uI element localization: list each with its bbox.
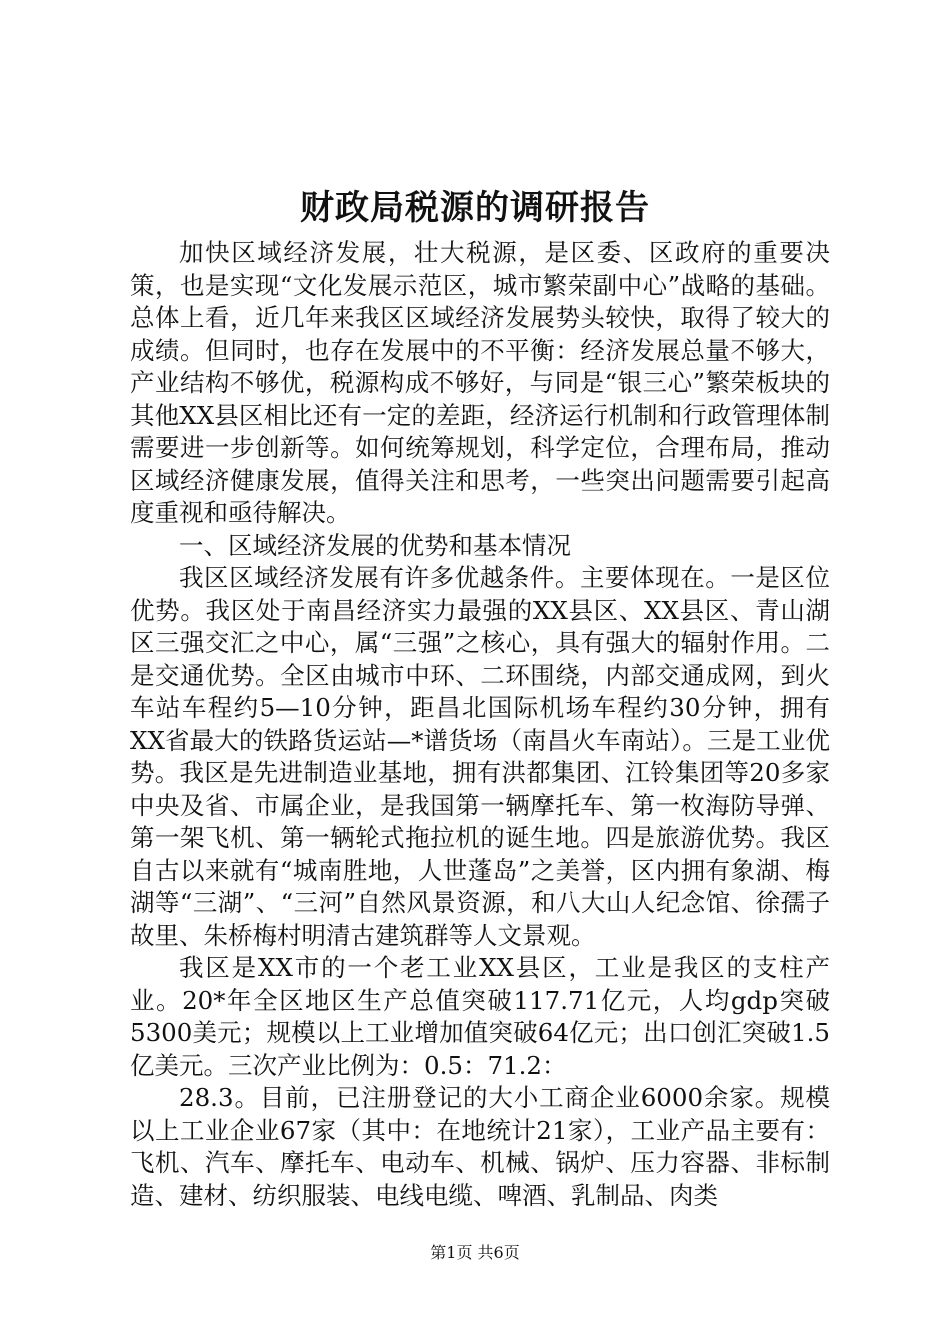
document-body bbox=[130, 237, 830, 1212]
document-title: 财政局税源的调研报告 bbox=[300, 188, 650, 228]
paragraph-enterprises: 28.3。目前，已注册登记的大小工商企业6000余家。规模以上工业企业67家（其中：在地统计21家），工业产品主要有：飞机、汽车、摩托车、电动车、机械、锅炉、压力容器、非标制造、建材、纺织服装、电线电缆、啤酒、乳制品、肉类 bbox=[130, 1083, 830, 1210]
paragraph-advantages: 我区区域经济发展有许多优越条件。主要体现在。一是区位优势。我区处于南昌经济实力最强的XX县区、XX县区、青山湖区三强交汇之中心，属“三强”之核心，具有强大的辐射作用。二是交通优势。全区由城市中环、二环围绕，内部交通成网，到火车站车程约5—10分钟，距昌北国际机场车程约30分钟，拥有XX省最大的铁路货运站—*谱货场（南昌火车南站）。三是工业优势。我区是先进制造业基地，拥有洪都集团、江铃集团等20多家中央及省、市属企业，是我国第一辆摩托车、第一枚海防导弹、第一架飞机、第一辆轮式拖拉机的诞生地。四是旅游优势。我区自古以来就有“城南胜地，人世蓬岛”之美誉，区内拥有象湖、梅湖等“三湖”、“三河”自然风景资源，和八大山人纪念馆、徐孺子故里、朱桥梅村明清古建筑群等人文景观。 bbox=[130, 563, 830, 950]
paragraph-intro: 加快区域经济发展，壮大税源，是区委、区政府的重要决策，也是实现“文化发展示范区，城市繁荣副中心”战略的基础。总体上看，近几年来我区区域经济发展势头较快，取得了较大的成绩。但同时，也存在发展中的不平衡：经济发展总量不够大，产业结构不够优，税源构成不够好，与同是“银三心”繁荣板块的其他XX县区相比还有一定的差距，经济运行机制和行政管理体制需要进一步创新等。如何统筹规划，科学定位，合理布局，推动区域经济健康发展，值得关注和思考，一些突出问题需要引起高度重视和亟待解决。 bbox=[130, 238, 830, 527]
paragraph-industry: 我区是XX市的一个老工业XX县区，工业是我区的支柱产业。20*年全区地区生产总值突破117.71亿元，人均gdp突破5300美元；规模以上工业增加值突破64亿元；出口创汇突破1.5亿美元。三次产业比例为：0.5：71.2： bbox=[130, 953, 830, 1080]
page-footer: 第1页 共6页 bbox=[430, 1243, 520, 1262]
section-heading: 一、区域经济发展的优势和基本情况 bbox=[179, 530, 571, 560]
